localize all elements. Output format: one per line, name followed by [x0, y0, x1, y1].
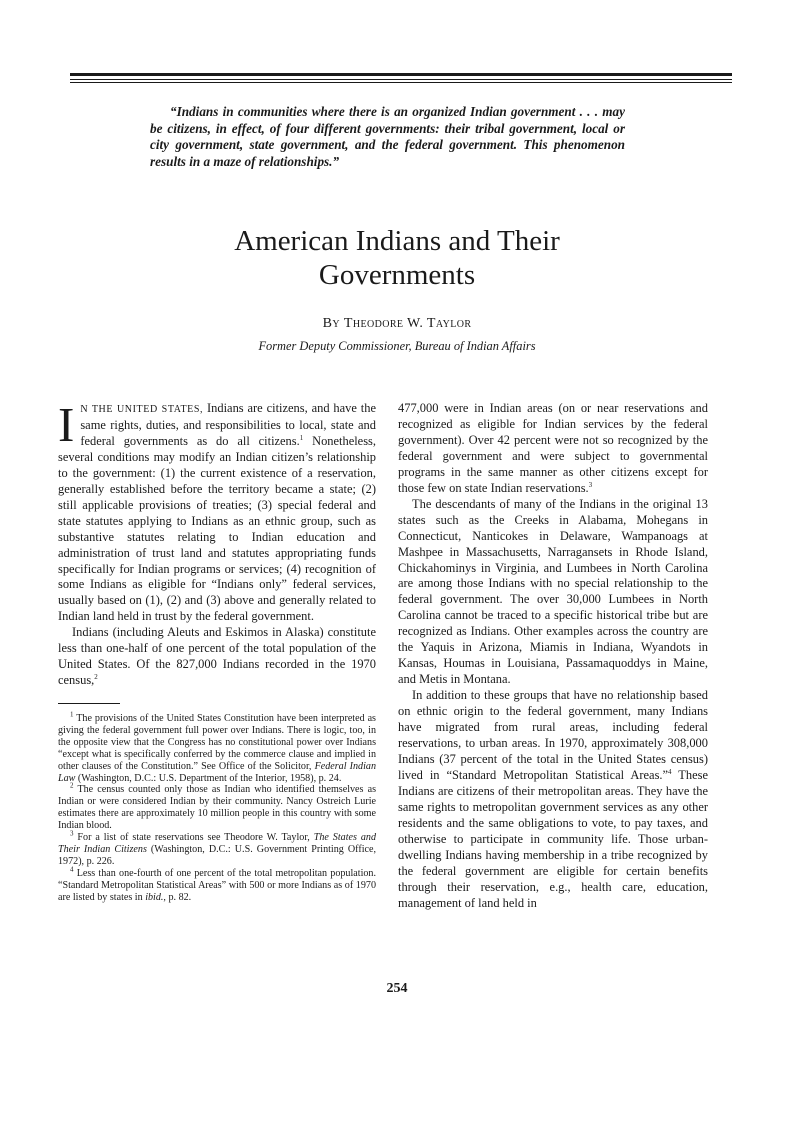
footnote-1-text-a: The provisions of the United States Constitution have been interpreted as giving the federal government full power over Indians. There is logic, too, in the opposite view that the Congress has no constitutional power over Indians “except what is specifically conferred by the commerce clause and implied in other clauses of the Constitution.” See Office of the Solicitor,	[58, 713, 376, 772]
footnote-number-3: 3	[70, 829, 74, 838]
top-rule-thin-2	[70, 82, 732, 83]
title-line-1: American Indians and Their	[234, 225, 560, 257]
footnote-number-2: 2	[70, 782, 74, 791]
footnote-1	[58, 710, 376, 784]
left-column	[58, 397, 376, 689]
footnote-4-ibid: ibid.	[145, 891, 164, 903]
footnote-3-text-a: For a list of state reservations see Theodore W. Taylor,	[73, 832, 314, 844]
footnote-rule	[58, 703, 120, 704]
footnote-2	[58, 784, 376, 832]
paragraph-4-text-a: In addition to these groups that have no relationship based on ethnic origin to the federal government, many Indians have migrated from rural areas, including federal reservations, to urban areas. In 1970, approximately 308,000 Indians (37 percent of the total in the United States census) lived in “Standard Metropolitan Statistical Areas.”	[398, 688, 708, 782]
footnote-1-text-b: (Washington, D.C.: U.S. Department of the Interior, 1958), p. 24.	[75, 772, 342, 784]
footnote-4-text-a: Less than one-fourth of one percent of the total metropolitan population. “Standard Metropolitan Statistical Areas” with 500 or more Indians as of 1970 are listed by states in	[58, 867, 376, 903]
drop-cap: I	[58, 397, 75, 452]
byline-author: Theodore W. Taylor	[343, 316, 472, 331]
byline	[0, 316, 794, 332]
top-rule-thin	[70, 79, 732, 80]
top-rule-thick	[70, 73, 732, 76]
paragraph-3: The descendants of many of the Indians in the original 13 states such as the Creeks in Alabama, Mohegans in Connecticut, Nanticokes in Delaware, Wampanoags at Mashpee in Massachusetts, Narragansets in Rhode Island, Chickahominys in Virginia, and Lumbees in North Carolina are among those Indians with no special relationship to the federal government. The over 30,000 Lumbees in North Carolina cannot be traced to a specific historical tribe but are recognized as Indians. Other examples across the country are the Yaquis in Arizona, Miamis in Indiana, Wyandots in Kansas, Houmas in Louisiana, Passamaquoddys in Maine, and Metis in Montana.	[398, 496, 708, 687]
footnote-3-title: The States and Their Indian Citizens	[58, 832, 376, 855]
page-number: 254	[386, 981, 408, 996]
paragraph-2-text-b: 477,000 were in Indian areas (on or near reservations and recognized as eligible for Indian services by the federal government). Over 42 percent were not so recognized by the federal government and were subject to governmental programs in the same manner as other citizens except for those few on state Indian reservations.	[398, 401, 708, 495]
footnote-ref-3: 3	[588, 480, 593, 489]
footnote-ref-4: 4	[668, 767, 672, 776]
footnote-ref-2: 2	[94, 673, 98, 682]
footnote-1-title: Federal Indian Law	[58, 760, 376, 784]
byline-prefix: By	[322, 316, 340, 331]
paragraph-4	[398, 688, 708, 911]
paragraph-1-text-a: Indians are citizens, and have the same rights, duties, and responsibilities to local, state and federal governments as do all citizens.	[80, 401, 376, 448]
footnote-4	[58, 865, 376, 904]
paragraph-4-text-b: These Indians are citizens of their metropolitan areas. They have the same rights to metropolitan government services as any other residents and the same obligations to vote, to pay taxes, and otherwise to participate in community life. Those urban-dwelling Indians having membership in a tribe recognized by the federal government are eligible for certain benefits through their reservation, e.g., health care, education, management of land held in	[398, 767, 708, 910]
article-title	[0, 224, 794, 292]
footnote-3	[58, 829, 376, 868]
footnotes	[58, 710, 376, 904]
paragraph-2-continued	[398, 401, 708, 497]
footnote-3-text-b: (Washington, D.C.: U.S. Government Printing Office, 1972), p. 226.	[58, 843, 376, 867]
footnote-ref-1: 1	[299, 433, 304, 442]
footnote-number-1: 1	[70, 710, 74, 719]
footnote-4-text-b: , p. 82.	[163, 891, 192, 903]
lead-smallcaps: N THE UNITED STATES,	[80, 404, 204, 415]
paragraph-2	[58, 625, 376, 689]
footnote-2-text: The census counted only those as Indian who identified themselves as Indian or were considered Indian by their community. Nancy Ostreich Lurie estimates there are approximately 10 million people in this country with some Indian blood.	[58, 784, 376, 832]
paragraph-1-text-b: Nonetheless, several conditions may modify an Indian citizen’s relationship to the government: (1) the current existence of a reservation, generally established before the territory became a state; (2) still applicable provisions of treaties; (3) special federal and state statutes applying to Indians as an ethnic group, such as substantive statutes relating to Indian education and administration of trust land and statutes appropriating funds specifically for Indian programs or services; (4) recognition of some Indians as eligible for “Indians only” federal services, usually based on (1), (2) and (3) above and generally related to Indian land held in trust by the federal government.	[58, 433, 376, 624]
author-affiliation: Former Deputy Commissioner, Bureau of Indian Affairs	[258, 339, 536, 353]
title-line-2: Governments	[318, 259, 476, 291]
footnote-number-4: 4	[70, 865, 74, 874]
epigraph: “Indians in communities where there is an organized Indian government . . . may be citizens, in effect, of four different governments: their tribal government, local or city government, state government, and the federal government. This phenomenon results in a maze of relationships.”	[150, 104, 625, 169]
paragraph-2-text-a: Indians (including Aleuts and Eskimos in Alaska) constitute less than one-half of one percent of the total population of the United States. Of the 827,000 Indians recorded in the 1970 census,	[58, 625, 376, 688]
paragraph-1	[58, 397, 376, 625]
right-column	[398, 401, 708, 912]
